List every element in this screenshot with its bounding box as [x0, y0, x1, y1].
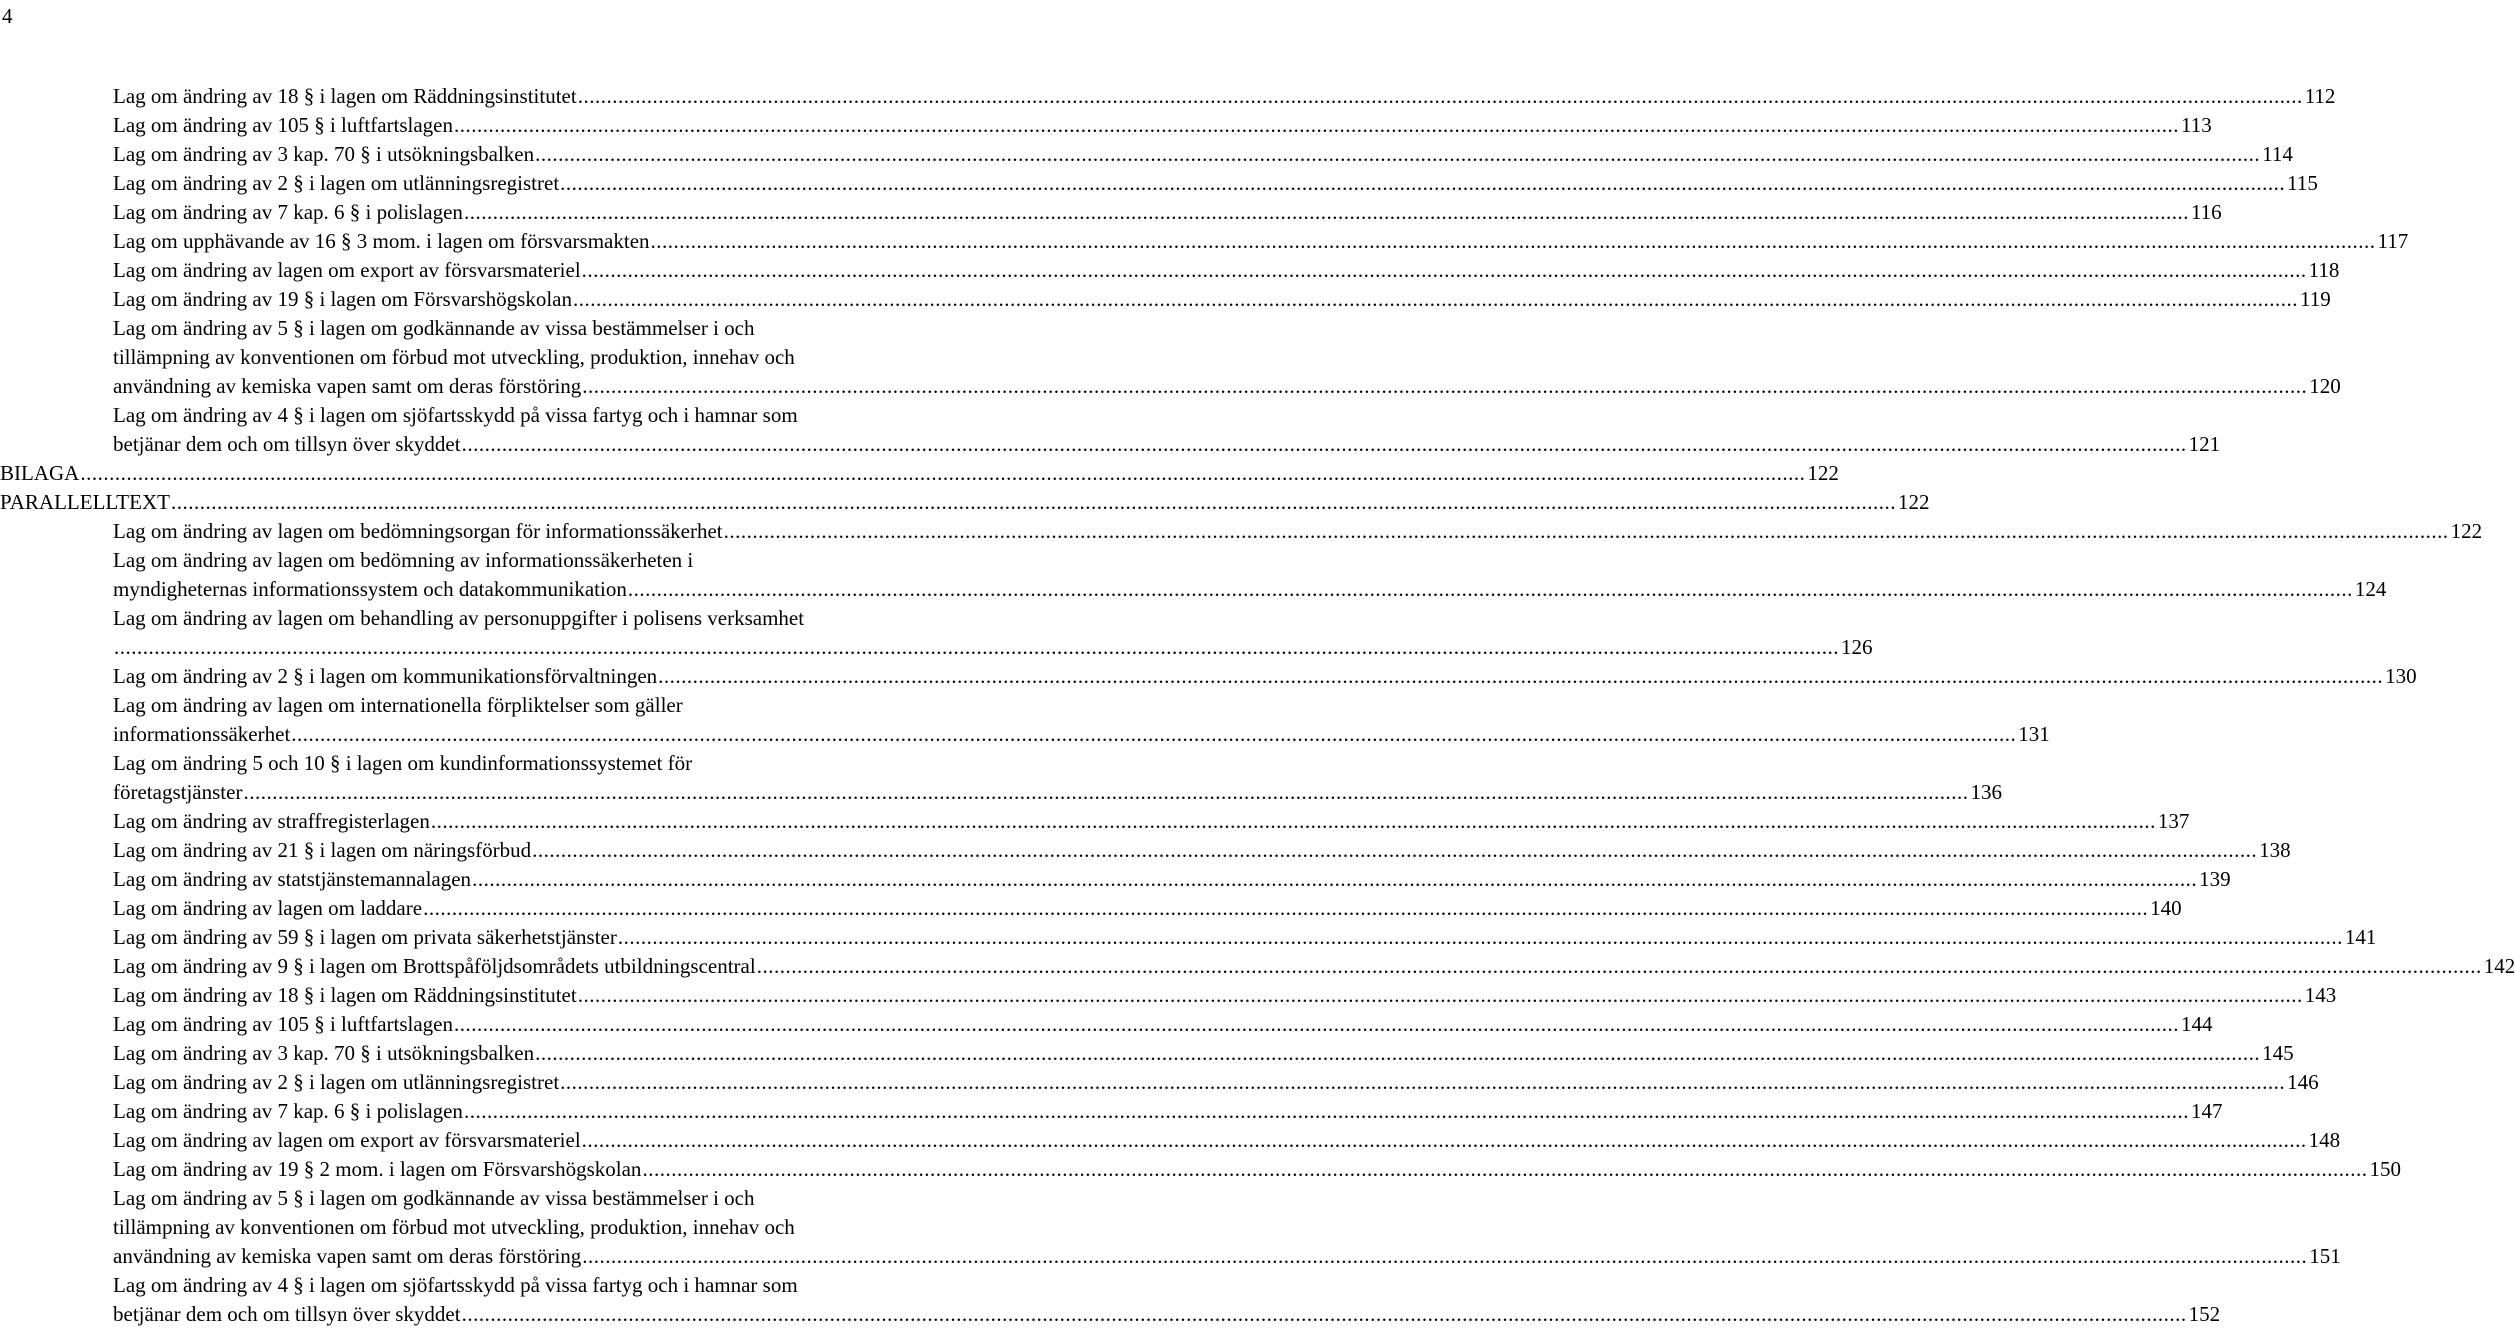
toc-entry-text: BILAGA	[0, 461, 80, 485]
toc-entry-text: användning av kemiska vapen samt om deras förstöring	[113, 374, 582, 398]
toc-entry-text: Lag om ändring av 4 § i lagen om sjöfartsskydd på vissa fartyg och i hamnar som	[113, 403, 798, 427]
toc-entry-text: Lag om ändring av 19 § i lagen om Försvarshögskolan	[113, 287, 573, 311]
toc-entry-text: betjänar dem och om tillsyn över skyddet	[113, 1302, 461, 1326]
toc-entry-text: Lag om ändring av lagen om bedömningsorgan för informationssäkerhet	[113, 519, 723, 543]
table-of-contents	[0, 82, 2515, 1329]
toc-entry-text: Lag om ändring av lagen om behandling av personuppgifter i polisens verksamhet	[113, 606, 805, 630]
toc-entry-text: Lag om ändring av 18 § i lagen om Räddningsinstitutet	[113, 983, 577, 1007]
toc-entry-text: Lag om ändring av 5 § i lagen om godkännande av vissa bestämmelser i och	[113, 1186, 755, 1210]
toc-entry-text: Lag om upphävande av 16 § 3 mom. i lagen om försvarsmakten	[113, 229, 650, 253]
toc-page-number: 151	[2309, 1244, 2341, 1268]
toc-entry-text: tillämpning av konventionen om förbud mot utveckling, produktion, innehav och	[113, 1215, 795, 1239]
toc-leader-dots: ............................................................................................................................................................................................................................................................................................................	[756, 954, 2482, 978]
toc-entry-text: Lag om ändring av lagen om export av försvarsmateriel	[113, 258, 581, 282]
toc-entry-text: Lag om ändring av lagen om bedömning av informationssäkerheten i	[113, 548, 694, 572]
toc-entry-text: Lag om ändring av lagen om internationella förpliktelser som gäller	[113, 693, 683, 717]
toc-entry-text: användning av kemiska vapen samt om deras förstöring	[113, 1244, 582, 1268]
toc-leader-dots: ............................................................................................................................................................................................................................................................................................................	[243, 780, 1969, 804]
toc-page-number: 121	[2188, 432, 2221, 456]
toc-entry[interactable]	[0, 459, 1839, 488]
toc-leader-dots: ............................................................................................................................................................................................................................................................................................................	[423, 896, 2149, 920]
toc-entry-text: Lag om ändring av 19 § 2 mom. i lagen om Försvarshögskolan	[113, 1157, 642, 1181]
toc-entry[interactable]	[0, 662, 2417, 691]
toc-entry-text: Lag om ändring av 3 kap. 70 § i utsökningsbalken	[113, 1041, 535, 1065]
toc-entry[interactable]	[0, 894, 2182, 923]
toc-entry[interactable]	[0, 691, 2050, 749]
toc-page-number: 126	[1841, 635, 1873, 659]
toc-leader-dots: ............................................................................................................................................................................................................................................................................................................	[650, 229, 2376, 253]
toc-leader-dots: ............................................................................................................................................................................................................................................................................................................	[291, 722, 2017, 746]
toc-page-number: 115	[2287, 171, 2318, 195]
toc-entry-text: Lag om ändring av 5 § i lagen om godkännande av vissa bestämmelser i och	[113, 316, 755, 340]
toc-page-number: 117	[2377, 229, 2409, 253]
toc-entry[interactable]	[0, 1039, 2294, 1068]
toc-leader-dots: ............................................................................................................................................................................................................................................................................................................	[114, 635, 1839, 659]
toc-entry-text: betjänar dem och om tillsyn över skyddet	[113, 432, 461, 456]
toc-entry[interactable]	[0, 546, 2387, 604]
toc-page-number: 140	[2150, 896, 2182, 920]
toc-entry-text: Lag om ändring av 2 § i lagen om kommunikationsförvaltningen	[113, 664, 658, 688]
toc-page-number: 124	[2354, 577, 2387, 601]
toc-leader-dots: ............................................................................................................................................................................................................................................................................................................	[454, 113, 2179, 137]
toc-leader-dots: ............................................................................................................................................................................................................................................................................................................	[577, 983, 2303, 1007]
toc-entry[interactable]	[0, 923, 2377, 952]
toc-entry-text: Lag om ändring av 2 § i lagen om utlänningsregistret	[113, 171, 560, 195]
toc-entry[interactable]	[0, 285, 2331, 314]
toc-page-number: 145	[2262, 1041, 2294, 1065]
toc-entry[interactable]	[0, 227, 2409, 256]
toc-entry[interactable]	[0, 952, 2515, 981]
toc-page-number: 138	[2259, 838, 2291, 862]
toc-leader-dots: ............................................................................................................................................................................................................................................................................................................	[454, 1012, 2179, 1036]
toc-page-number: 116	[2190, 200, 2222, 224]
toc-entry[interactable]	[0, 1010, 2213, 1039]
toc-page-number: 146	[2287, 1070, 2319, 1094]
toc-page-number: 150	[2369, 1157, 2401, 1181]
toc-entry-text: Lag om ändring av 3 kap. 70 § i utsökningsbalken	[113, 142, 535, 166]
toc-page-number: 144	[2181, 1012, 2213, 1036]
toc-entry[interactable]	[0, 749, 2002, 807]
toc-page-number: 130	[2385, 664, 2417, 688]
toc-leader-dots: ............................................................................................................................................................................................................................................................................................................	[658, 664, 2384, 688]
toc-leader-dots: ............................................................................................................................................................................................................................................................................................................	[581, 1128, 2307, 1152]
toc-entry[interactable]	[0, 82, 2336, 111]
toc-leader-dots: ............................................................................................................................................................................................................................................................................................................	[472, 867, 2198, 891]
toc-leader-dots: ............................................................................................................................................................................................................................................................................................................	[535, 142, 2261, 166]
toc-leader-dots: ............................................................................................................................................................................................................................................................................................................	[577, 84, 2303, 108]
toc-entry-text: Lag om ändring av 7 kap. 6 § i polislagen	[113, 1099, 463, 1123]
toc-entry-text: Lag om ändring av 18 § i lagen om Räddningsinstitutet	[113, 84, 577, 108]
toc-page-number: 122	[1807, 461, 1839, 485]
page-number: 4	[2, 4, 13, 28]
toc-leader-dots: ............................................................................................................................................................................................................................................................................................................	[582, 1244, 2308, 1268]
toc-leader-dots: ............................................................................................................................................................................................................................................................................................................	[430, 809, 2156, 833]
toc-leader-dots: ............................................................................................................................................................................................................................................................................................................	[80, 461, 1806, 485]
toc-page-number: 147	[2190, 1099, 2223, 1123]
toc-entry-text: Lag om ändring av 21 § i lagen om näringsförbud	[113, 838, 532, 862]
toc-page-number: 118	[2308, 258, 2340, 282]
toc-page-number: 113	[2181, 113, 2212, 137]
toc-leader-dots: ............................................................................................................................................................................................................................................................................................................	[461, 432, 2187, 456]
toc-page-number: 137	[2157, 809, 2190, 833]
toc-page-number: 122	[1897, 490, 1930, 514]
toc-entry[interactable]	[0, 865, 2231, 894]
toc-page-number: 120	[2309, 374, 2341, 398]
toc-leader-dots: ............................................................................................................................................................................................................................................................................................................	[627, 577, 2353, 601]
toc-entry[interactable]	[0, 140, 2293, 169]
toc-leader-dots: ............................................................................................................................................................................................................................................................................................................	[581, 258, 2307, 282]
toc-page-number: 114	[2262, 142, 2293, 166]
toc-page-number: 112	[2304, 84, 2336, 108]
toc-entry-text: Lag om ändring av straffregisterlagen	[113, 809, 430, 833]
toc-entry-text: tillämpning av konventionen om förbud mot utveckling, produktion, innehav och	[113, 345, 795, 369]
toc-entry[interactable]	[0, 981, 2337, 1010]
toc-entry[interactable]	[0, 1068, 2319, 1097]
toc-leader-dots: ............................................................................................................................................................................................................................................................................................................	[463, 200, 2189, 224]
toc-page-number: 148	[2308, 1128, 2341, 1152]
toc-entry-text: informationssäkerhet	[113, 722, 291, 746]
toc-page-number: 136	[1970, 780, 2002, 804]
toc-entry-text: företagstjänster	[113, 780, 243, 804]
toc-leader-dots: ............................................................................................................................................................................................................................................................................................................	[463, 1099, 2189, 1123]
toc-entry[interactable]	[0, 401, 2221, 459]
toc-entry-text: myndigheternas informationssystem och datakommunikation	[113, 577, 627, 601]
toc-entry[interactable]	[0, 836, 2291, 865]
toc-entry[interactable]	[0, 488, 1930, 517]
toc-entry-text: Lag om ändring av lagen om export av försvarsmateriel	[113, 1128, 581, 1152]
toc-leader-dots: ............................................................................................................................................................................................................................................................................................................	[535, 1041, 2261, 1065]
toc-page-number: 119	[2300, 287, 2331, 311]
toc-page-number: 122	[2450, 519, 2483, 543]
toc-page-number: 141	[2344, 925, 2377, 949]
toc-page-number: 143	[2304, 983, 2337, 1007]
toc-leader-dots: ............................................................................................................................................................................................................................................................................................................	[560, 171, 2286, 195]
toc-entry-text: Lag om ändring av 7 kap. 6 § i polislagen	[113, 200, 463, 224]
toc-entry[interactable]	[0, 198, 2222, 227]
toc-page-number: 142	[2483, 954, 2515, 978]
toc-entry-text: Lag om ändring av 105 § i luftfartslagen	[113, 1012, 453, 1036]
toc-entry[interactable]	[0, 517, 2483, 546]
toc-entry-text: Lag om ändring 5 och 10 § i lagen om kundinformationssystemet för	[113, 751, 693, 775]
toc-leader-dots: ............................................................................................................................................................................................................................................................................................................	[723, 519, 2449, 543]
toc-entry[interactable]	[0, 314, 2341, 401]
toc-entry[interactable]	[0, 1271, 2221, 1329]
toc-entry-text: Lag om ändring av lagen om laddare	[113, 896, 423, 920]
toc-entry[interactable]	[0, 1126, 2341, 1155]
toc-entry-text: Lag om ändring av statstjänstemannalagen	[113, 867, 472, 891]
toc-entry[interactable]	[0, 1184, 2341, 1271]
toc-entry-text: Lag om ändring av 105 § i luftfartslagen	[113, 113, 453, 137]
toc-leader-dots: ............................................................................................................................................................................................................................................................................................................	[573, 287, 2299, 311]
toc-leader-dots: ............................................................................................................................................................................................................................................................................................................	[582, 374, 2308, 398]
toc-entry-text: PARALLELLTEXT	[0, 490, 170, 514]
toc-page-number: 152	[2188, 1302, 2221, 1326]
toc-page-number: 131	[2018, 722, 2050, 746]
toc-leader-dots: ............................................................................................................................................................................................................................................................................................................	[170, 490, 1896, 514]
toc-entry-text: Lag om ändring av 2 § i lagen om utlänningsregistret	[113, 1070, 560, 1094]
toc-entry[interactable]	[0, 169, 2318, 198]
toc-entry[interactable]	[0, 604, 1873, 662]
toc-entry[interactable]	[0, 1097, 2223, 1126]
toc-entry-text: Lag om ändring av 59 § i lagen om privata säkerhetstjänster	[113, 925, 617, 949]
toc-leader-dots: ............................................................................................................................................................................................................................................................................................................	[617, 925, 2343, 949]
toc-entry-text: Lag om ändring av 9 § i lagen om Brottspåföljdsområdets utbildningscentral	[113, 954, 756, 978]
toc-leader-dots: ............................................................................................................................................................................................................................................................................................................	[532, 838, 2258, 862]
toc-entry[interactable]	[0, 256, 2340, 285]
toc-entry[interactable]	[0, 111, 2212, 140]
toc-entry[interactable]	[0, 1155, 2401, 1184]
toc-entry[interactable]	[0, 807, 2190, 836]
toc-leader-dots: ............................................................................................................................................................................................................................................................................................................	[642, 1157, 2368, 1181]
toc-leader-dots: ............................................................................................................................................................................................................................................................................................................	[461, 1302, 2187, 1326]
toc-entry-text: Lag om ändring av 4 § i lagen om sjöfartsskydd på vissa fartyg och i hamnar som	[113, 1273, 798, 1297]
toc-page-number: 139	[2199, 867, 2231, 891]
toc-leader-dots: ............................................................................................................................................................................................................................................................................................................	[560, 1070, 2286, 1094]
